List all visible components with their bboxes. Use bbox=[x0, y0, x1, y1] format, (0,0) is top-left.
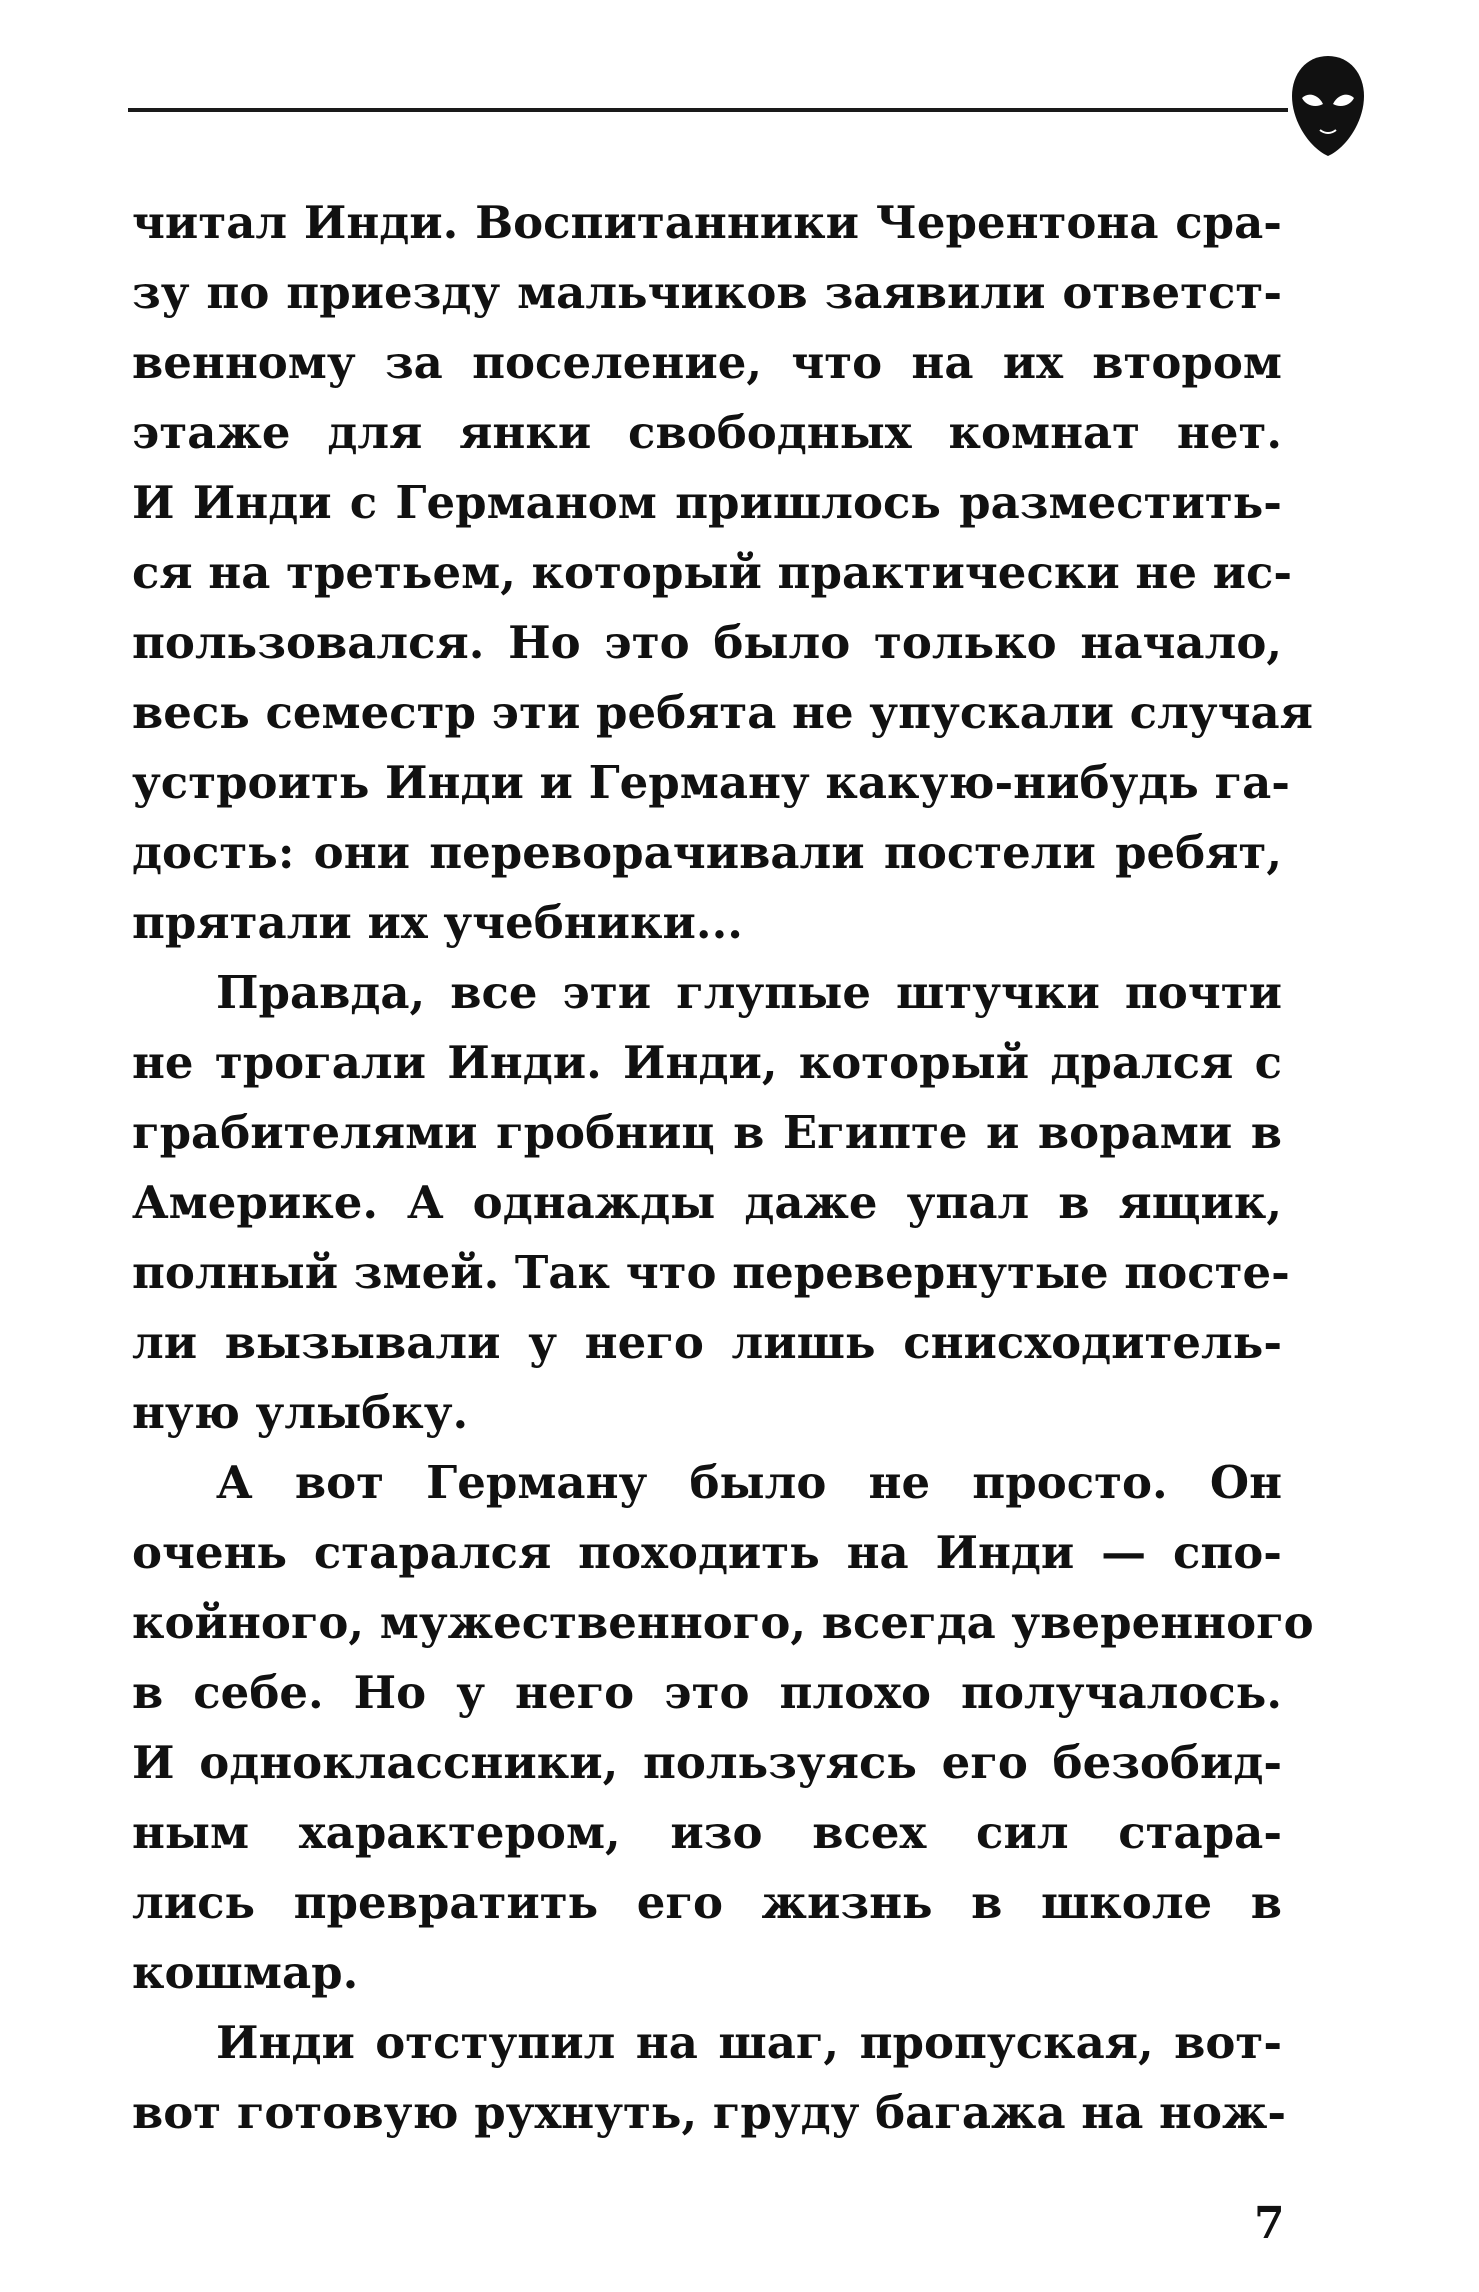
text-line: весь семестр эти ребята не упускали случая bbox=[132, 686, 1313, 739]
text-line: этаже для янки свободных комнат нет. bbox=[132, 406, 1282, 459]
text-line: вот готовую рухнуть, груду багажа на нож- bbox=[132, 2086, 1287, 2139]
text-line: И Инди с Германом пришлось разместить- bbox=[132, 476, 1282, 529]
text-line: прятали их учебники... bbox=[132, 896, 743, 949]
text-line: очень старался походить на Инди — спо- bbox=[132, 1526, 1282, 1579]
text-line: дость: они переворачивали постели ребят, bbox=[132, 826, 1282, 879]
paragraph-1 bbox=[132, 188, 1313, 958]
paragraph-4 bbox=[132, 2008, 1287, 2148]
text-line: ным характером, изо всех сил стара- bbox=[132, 1806, 1282, 1859]
text-line: лись превратить его жизнь в школе в bbox=[132, 1876, 1282, 1929]
text-line: читал Инди. Воспитанники Черентона сра- bbox=[132, 196, 1282, 249]
alien-head-icon bbox=[1288, 52, 1368, 160]
text-line: зу по приезду мальчиков заявили ответст- bbox=[132, 266, 1282, 319]
page-number: 7 bbox=[1254, 2198, 1285, 2249]
text-line: Инди отступил на шаг, пропуская, вот- bbox=[216, 2016, 1282, 2069]
text-line: ную улыбку. bbox=[132, 1386, 469, 1439]
text-line: грабителями гробниц в Египте и ворами в bbox=[132, 1106, 1282, 1159]
header-rule bbox=[128, 108, 1288, 112]
text-line: пользовался. Но это было только начало, bbox=[132, 616, 1282, 669]
paragraph-3 bbox=[132, 1448, 1314, 2008]
text-line: И одноклассники, пользуясь его безобид- bbox=[132, 1736, 1282, 1789]
text-line: полный змей. Так что перевернутые посте- bbox=[132, 1246, 1290, 1299]
body-text bbox=[132, 188, 1314, 2148]
text-line: ли вызывали у него лишь снисходитель- bbox=[132, 1316, 1282, 1369]
text-line: А вот Герману было не просто. Он bbox=[216, 1456, 1282, 1509]
text-line: кошмар. bbox=[132, 1946, 359, 1999]
text-line: не трогали Инди. Инди, который дрался с bbox=[132, 1036, 1282, 1089]
text-line: койного, мужественного, всегда уверенного bbox=[132, 1596, 1314, 1649]
text-line: устроить Инди и Герману какую-нибудь га- bbox=[132, 756, 1290, 809]
text-line: венному за поселение, что на их втором bbox=[132, 336, 1282, 389]
paragraph-2 bbox=[132, 958, 1290, 1448]
text-line: Правда, все эти глупые штучки почти bbox=[216, 966, 1282, 1019]
text-line: ся на третьем, который практически не ис- bbox=[132, 546, 1293, 599]
text-line: Америке. А однажды даже упал в ящик, bbox=[132, 1176, 1282, 1229]
text-line: в себе. Но у него это плохо получалось. bbox=[132, 1666, 1282, 1719]
